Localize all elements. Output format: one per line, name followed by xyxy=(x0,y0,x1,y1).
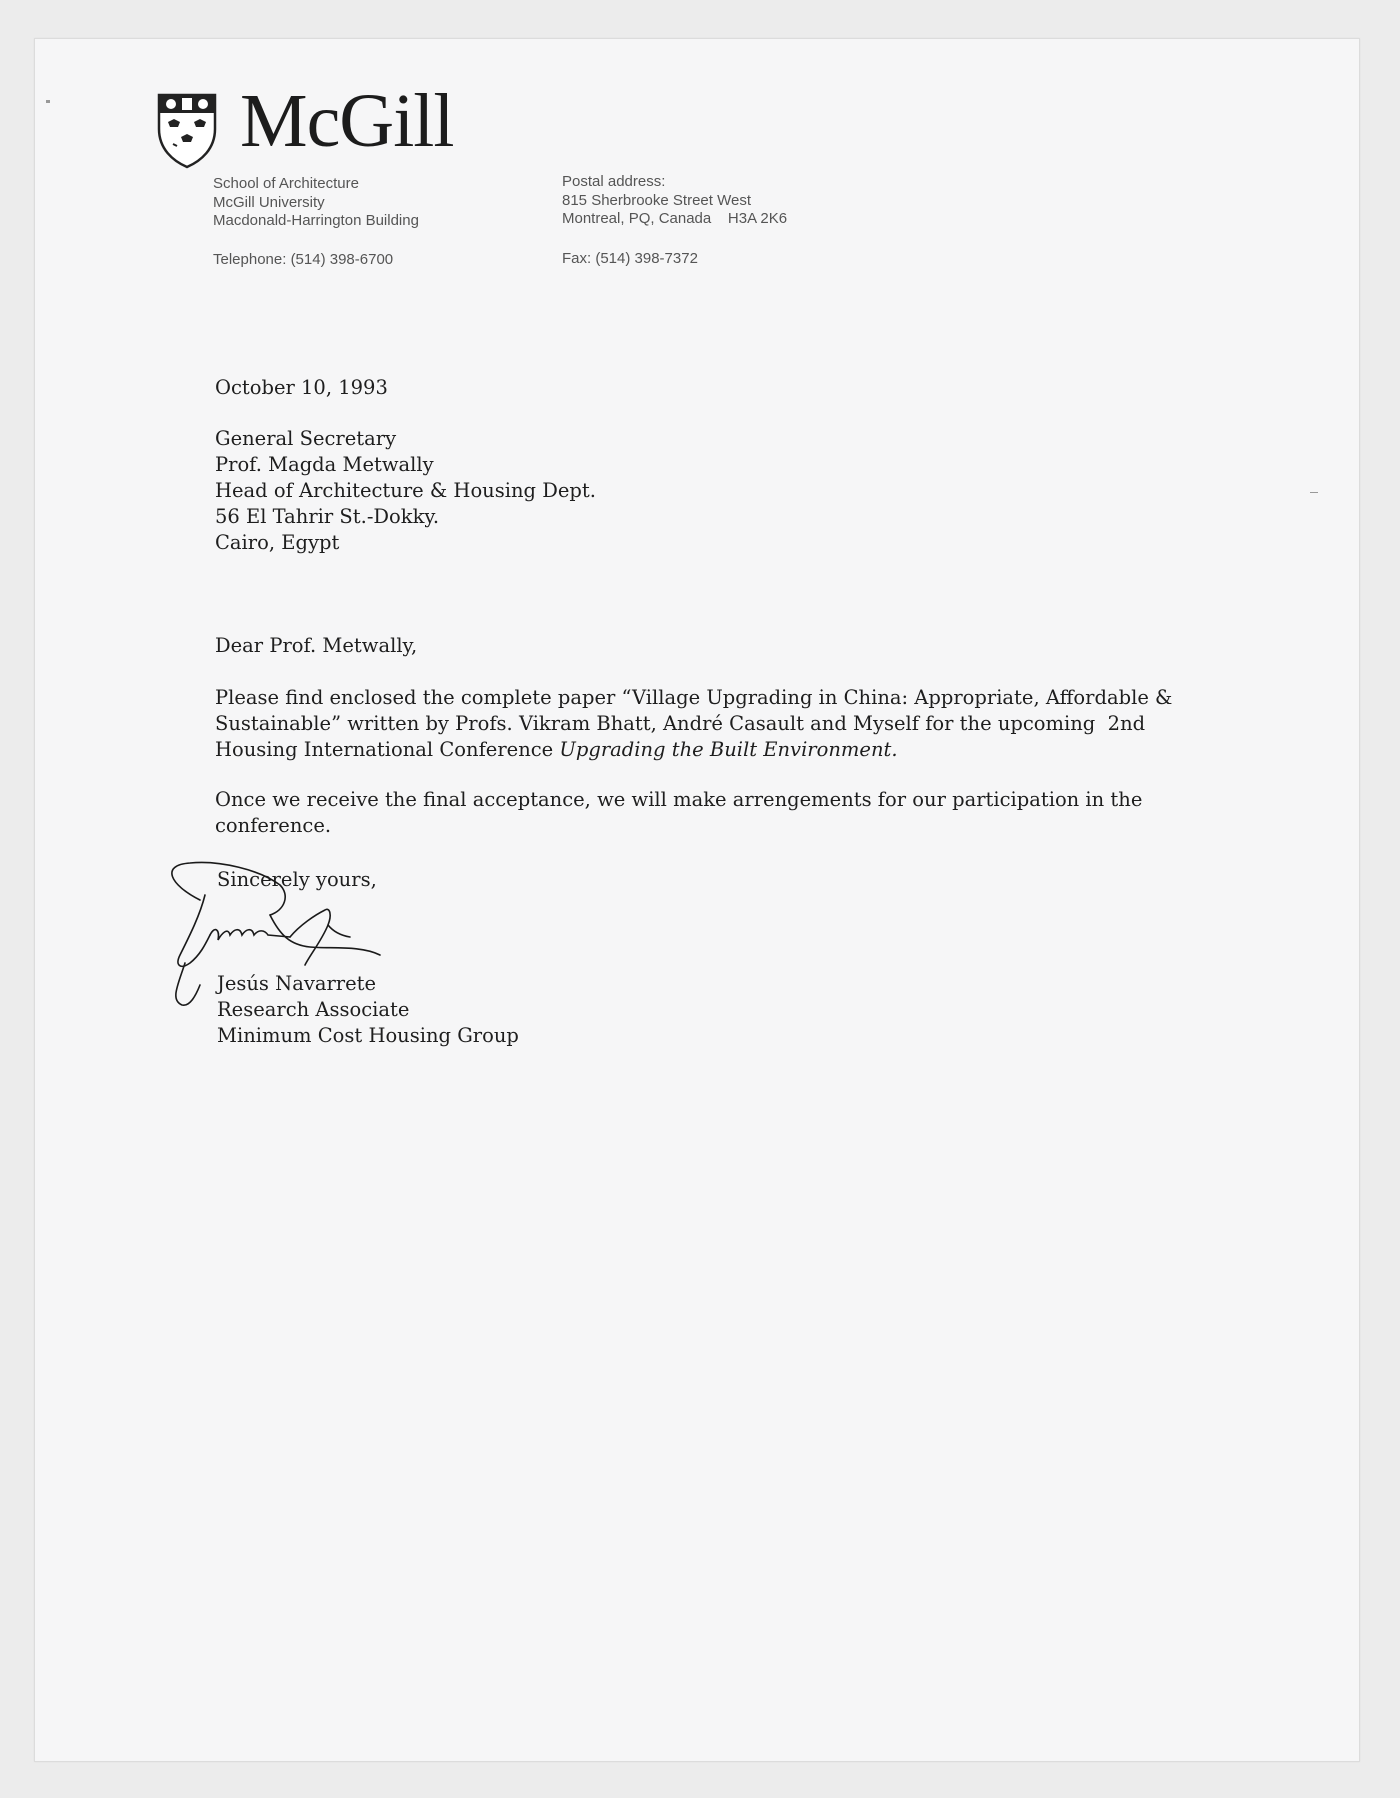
postal-label: Postal address: xyxy=(562,173,666,190)
closing: Sincerely yours, xyxy=(217,868,377,891)
recipient-line: Head of Architecture & Housing Dept. xyxy=(215,479,596,502)
postal-city: Montreal, PQ, Canada H3A 2K6 xyxy=(562,210,788,227)
building-name: Macdonald-Harrington Building xyxy=(213,212,419,229)
paragraph-text: Housing International Conference xyxy=(215,738,560,761)
signatory-name: Jesús Navarrete xyxy=(217,972,377,995)
letterhead-school-address xyxy=(213,175,419,231)
university-name: McGill University xyxy=(213,193,325,211)
handwritten-signature xyxy=(160,855,430,1015)
paper-speck xyxy=(46,100,50,103)
signatory-group: Minimum Cost Housing Group xyxy=(217,1024,519,1047)
recipient-line: Prof. Magda Metwally xyxy=(215,453,434,476)
paragraph-line xyxy=(215,737,1172,763)
salutation: Dear Prof. Metwally, xyxy=(215,634,418,657)
mcgill-crest-icon xyxy=(155,89,219,169)
recipient-line: 56 El Tahrir St.-Dokky. xyxy=(215,505,440,528)
recipient-line: General Secretary xyxy=(215,427,397,450)
school-name: School of Architecture xyxy=(213,175,359,192)
conference-title: Upgrading the Built Environment. xyxy=(559,738,898,761)
paragraph-acceptance xyxy=(215,787,1142,839)
paragraph-line: Once we receive the final acceptance, we will make arrengements for our participation in the xyxy=(215,788,1143,811)
letterhead-telephone: Telephone: (514) 398-6700 xyxy=(213,251,394,268)
letter-date: October 10, 1993 xyxy=(215,376,388,399)
letterhead-postal-address xyxy=(562,173,787,229)
recipient-address xyxy=(215,426,596,556)
signatory-title: Research Associate xyxy=(217,998,410,1021)
paragraph-line: Please find enclosed the complete paper “Village Upgrading in China: Appropriate, Affordable & xyxy=(215,686,1173,709)
recipient-line: Cairo, Egypt xyxy=(215,531,340,554)
letterhead-fax: Fax: (514) 398-7372 xyxy=(562,250,698,267)
paper-speck xyxy=(1310,492,1318,493)
paragraph-line: conference. xyxy=(215,814,332,837)
paragraph-line: Sustainable” written by Profs. Vikram Bhatt, André Casault and Myself for the upcoming 2nd xyxy=(215,712,1146,735)
postal-street: 815 Sherbrooke Street West xyxy=(562,191,751,209)
paragraph-enclosure xyxy=(215,685,1172,763)
mcgill-wordmark: McGill xyxy=(240,79,454,163)
